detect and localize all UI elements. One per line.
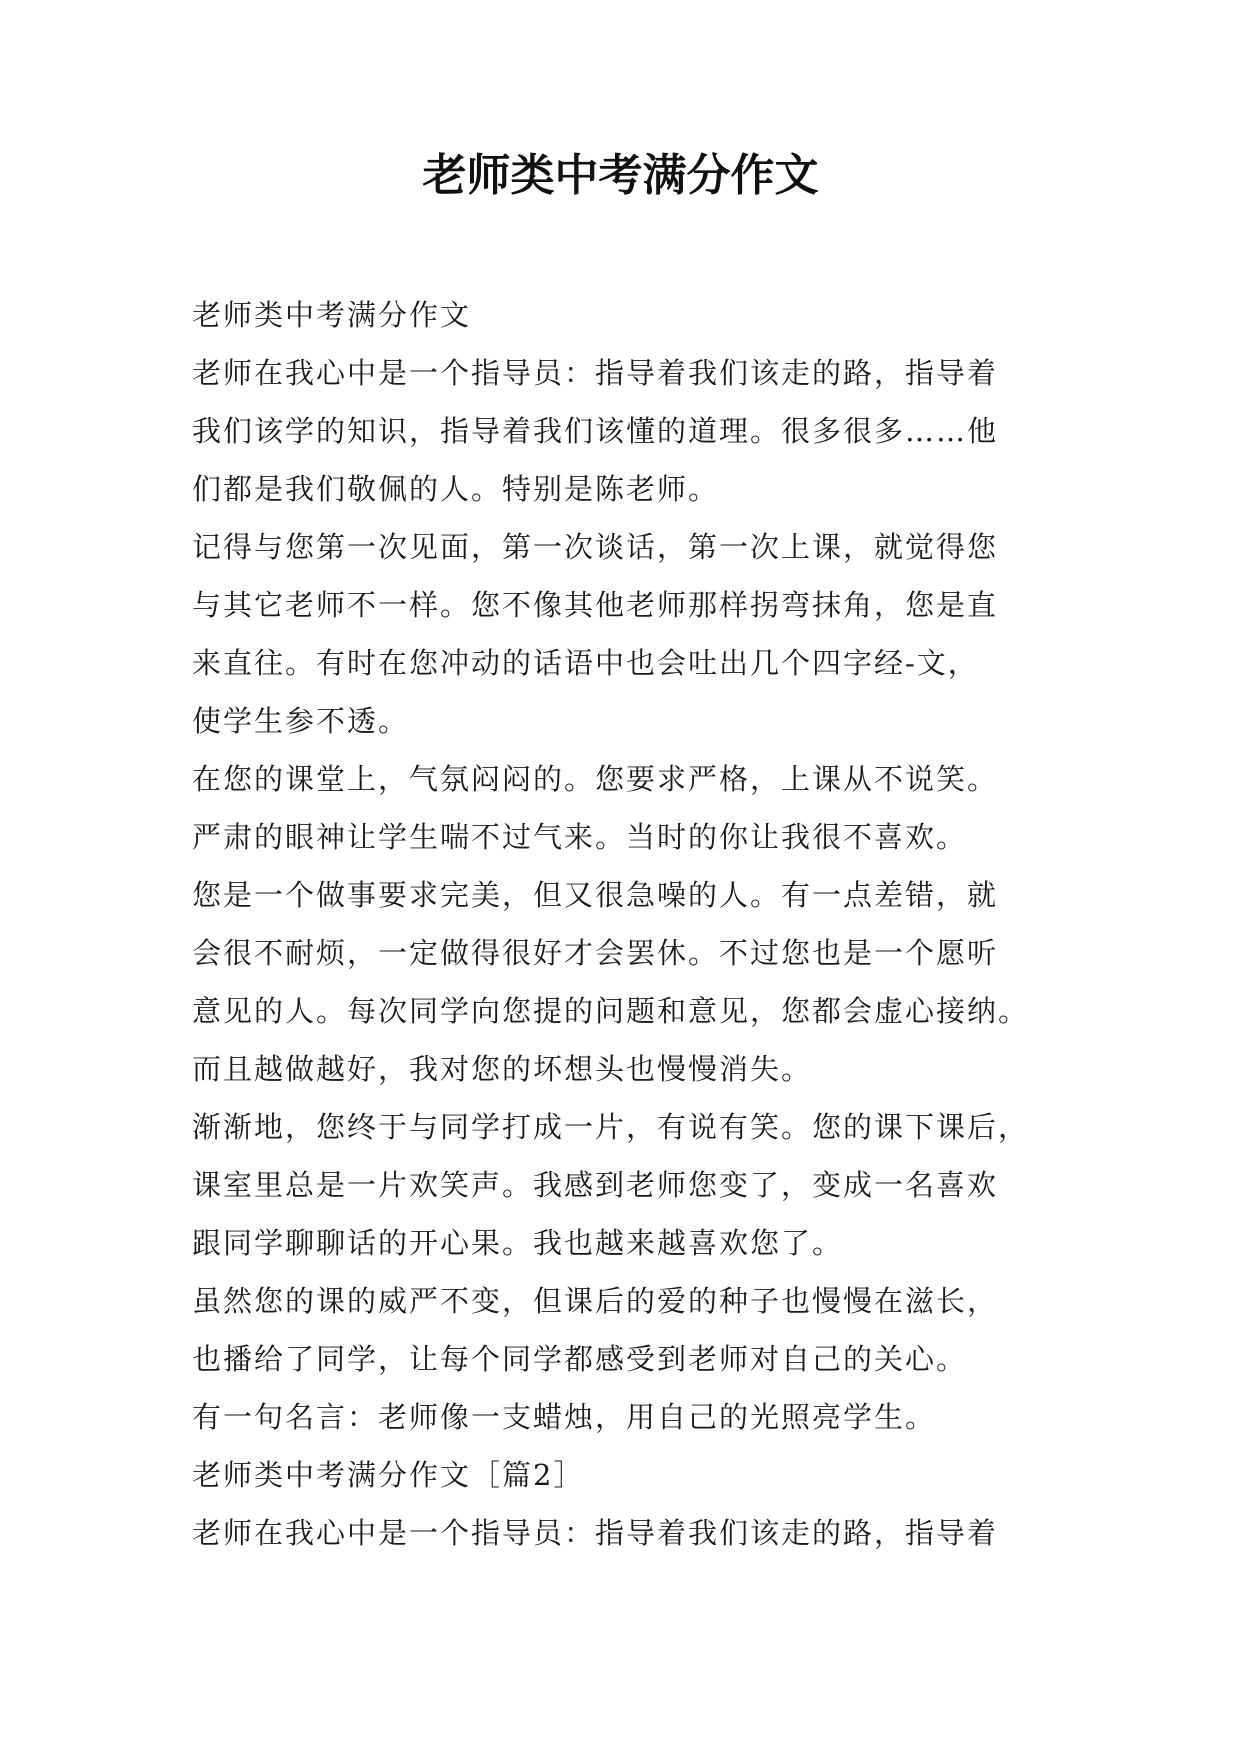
text-line: 老师在我心中是一个指导员：指导着我们该走的路，指导着 [192, 1516, 999, 1550]
text-line: 使学生参不透。 [192, 704, 410, 738]
text-line: 有一句名言：老师像一支蜡烛，用自己的光照亮学生。 [192, 1400, 937, 1434]
text-line: 渐渐地，您终于与同学打成一片，有说有笑。您的课下课后， [192, 1110, 1030, 1144]
text-line: 们都是我们敬佩的人。特别是陈老师。 [192, 472, 720, 506]
document-title: 老师类中考满分作文 [422, 150, 819, 201]
text-line: 而且越做越好，我对您的坏想头也慢慢消失。 [192, 1052, 813, 1086]
text-line: 我们该学的知识，指导着我们该懂的道理。很多很多……他 [192, 414, 999, 448]
text-line: 您是一个做事要求完美，但又很急噪的人。有一点差错，就 [192, 878, 999, 912]
text-line: 严肃的眼神让学生喘不过气来。当时的你让我很不喜欢。 [192, 820, 968, 854]
text-line: 记得与您第一次见面，第一次谈话，第一次上课，就觉得您 [192, 530, 999, 564]
text-line: 与其它老师不一样。您不像其他老师那样拐弯抹角，您是直 [192, 588, 999, 622]
text-line: 意见的人。每次同学向您提的问题和意见，您都会虚心接纳。 [192, 994, 1030, 1028]
text-line: 跟同学聊聊话的开心果。我也越来越喜欢您了。 [192, 1226, 844, 1260]
text-line: 在您的课堂上，气氛闷闷的。您要求严格，上课从不说笑。 [192, 762, 999, 796]
document-body [192, 286, 1072, 1562]
text-line: 来直往。有时在您冲动的话语中也会吐出几个四字经-文， [192, 646, 979, 680]
text-line: 也播给了同学，让每个同学都感受到老师对自己的关心。 [192, 1342, 968, 1376]
text-line: 虽然您的课的威严不变，但课后的爱的种子也慢慢在滋长， [192, 1284, 999, 1318]
text-line: 老师在我心中是一个指导员：指导着我们该走的路，指导着 [192, 356, 999, 390]
section-heading: 老师类中考满分作文［篇2］ [192, 1458, 585, 1492]
text-line: 课室里总是一片欢笑声。我感到老师您变了，变成一名喜欢 [192, 1168, 999, 1202]
text-line: 老师类中考满分作文 [192, 298, 472, 332]
text-line: 会很不耐烦，一定做得很好才会罢休。不过您也是一个愿听 [192, 936, 999, 970]
